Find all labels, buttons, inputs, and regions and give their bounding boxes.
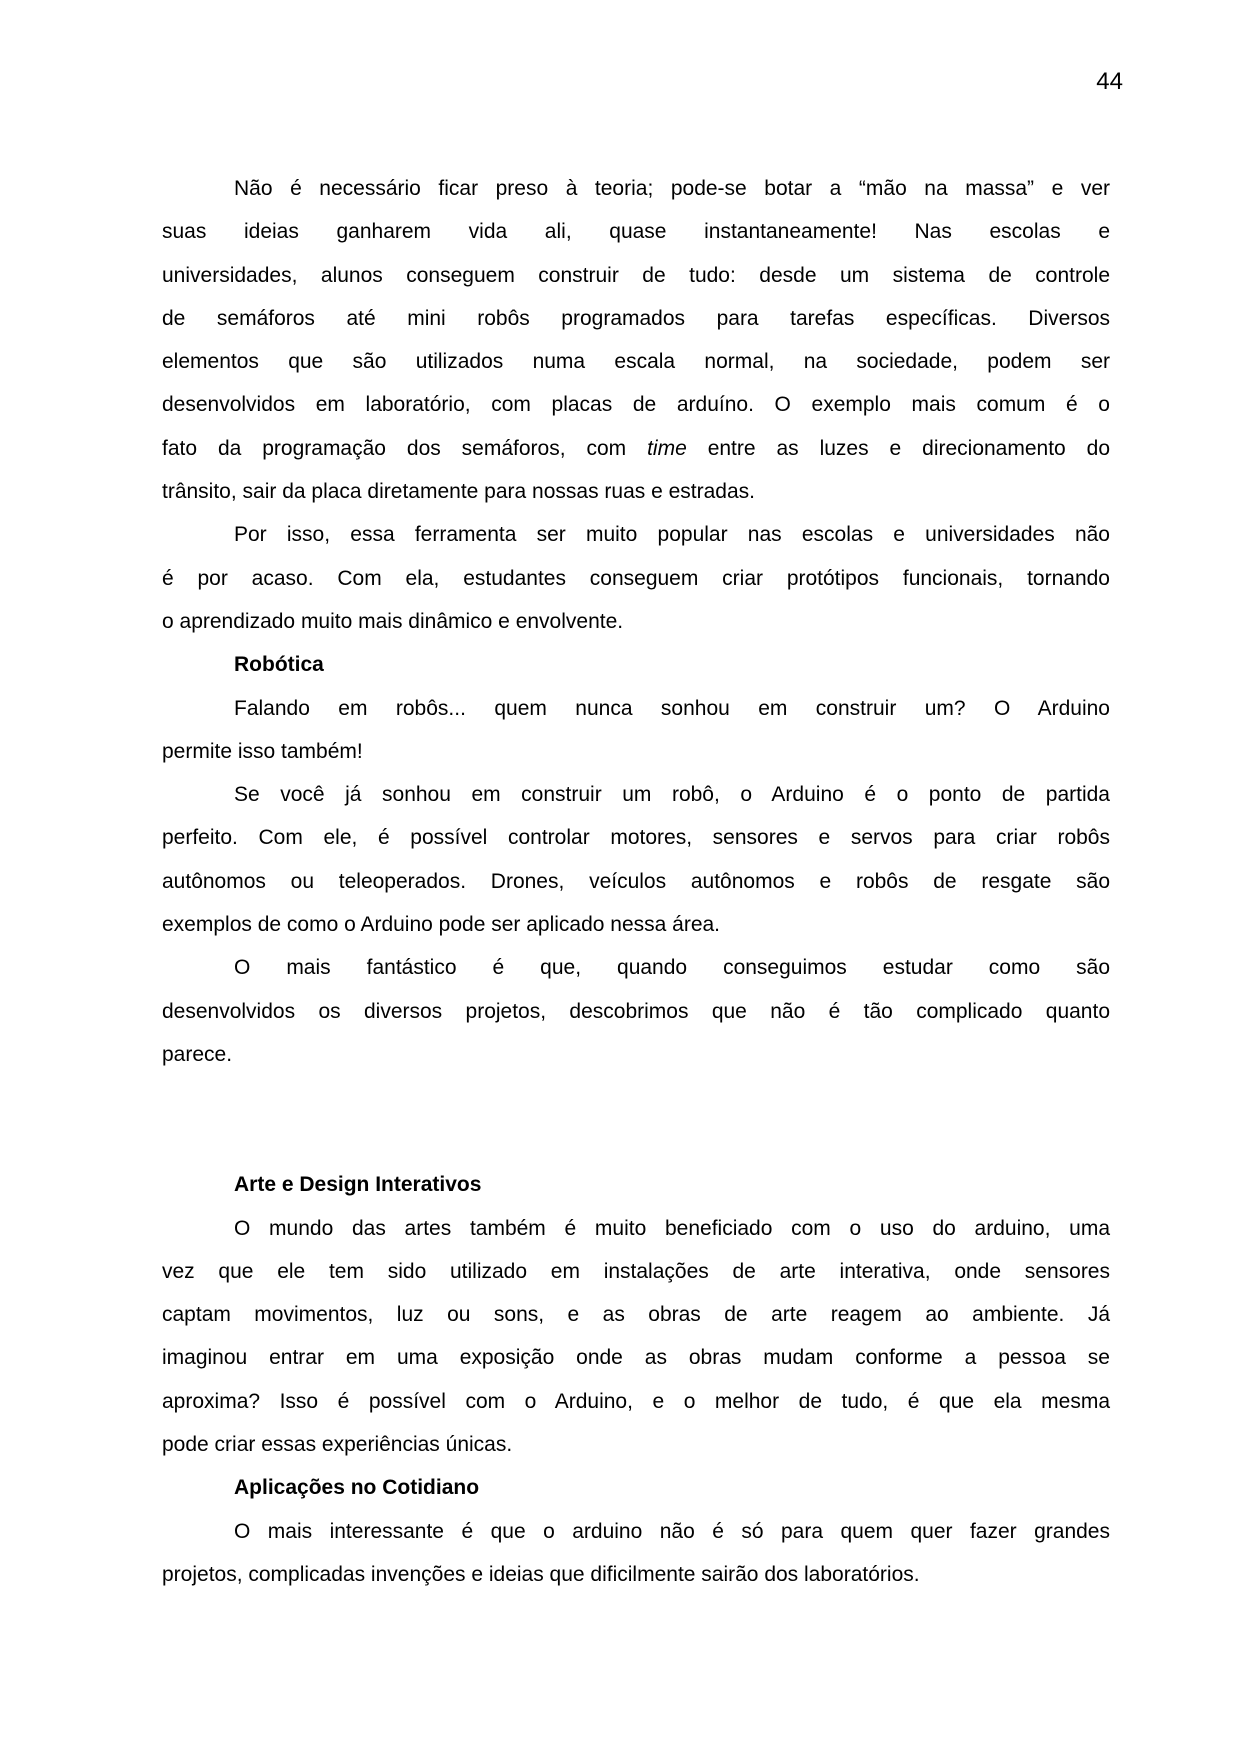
- text-line: exemplos de como o Arduino pode ser aplicado nessa área.: [162, 913, 721, 937]
- text-line: Se você já sonhou em construir um robô, o Arduino é o ponto de partida: [234, 783, 1110, 807]
- text-line: o aprendizado muito mais dinâmico e envolvente.: [162, 609, 624, 633]
- text-line: projetos, complicadas invenções e ideias que dificilmente sairão dos laboratórios.: [162, 1562, 920, 1586]
- section-heading-aplicacoes-cotidiano: Aplicações no Cotidiano: [234, 1476, 480, 1500]
- text-line: Por isso, essa ferramenta ser muito popular nas escolas e universidades não: [234, 523, 1110, 547]
- document-body: [162, 167, 1110, 1596]
- text-line: desenvolvidos os diversos projetos, descobrimos que não é tão complicado quanto: [162, 999, 1110, 1023]
- section-heading-arte-e-design: Arte e Design Interativos: [234, 1173, 482, 1197]
- text-line: Não é necessário ficar preso à teoria; pode-se botar a “mão na massa” e ver: [234, 177, 1110, 200]
- text-line: captam movimentos, luz ou sons, e as obras de arte reagem ao ambiente. Já: [162, 1303, 1110, 1327]
- text-line: autônomos ou teleoperados. Drones, veículos autônomos e robôs de resgate são: [162, 869, 1110, 893]
- text-line: Falando em robôs... quem nunca sonhou em construir um? O Arduino: [234, 696, 1110, 720]
- text-line: aproxima? Isso é possível com o Arduino, e o melhor de tudo, é que ela mesma: [162, 1389, 1110, 1413]
- text-line: vez que ele tem sido utilizado em instalações de arte interativa, onde sensores: [162, 1259, 1110, 1283]
- text-line: de semáforos até mini robôs programados para tarefas específicas. Diversos: [162, 306, 1110, 330]
- italic-term: time: [647, 436, 687, 460]
- text-line: pode criar essas experiências únicas.: [162, 1433, 513, 1457]
- text-line: suas ideias ganharem vida ali, quase instantaneamente! Nas escolas e: [162, 220, 1110, 244]
- section-gap: [162, 1076, 1110, 1163]
- section-heading-robotica: Robótica: [234, 653, 324, 677]
- text-line: elementos que são utilizados numa escala normal, na sociedade, podem ser: [162, 350, 1110, 374]
- text-line: O mais fantástico é que, quando conseguimos estudar como são: [234, 956, 1110, 980]
- text-line: trânsito, sair da placa diretamente para nossas ruas e estradas.: [162, 480, 755, 504]
- text-line: imaginou entrar em uma exposição onde as obras mudam conforme a pessoa se: [162, 1346, 1110, 1370]
- text-line-with-italic: [162, 427, 1110, 470]
- text-line: parece.: [162, 1042, 233, 1066]
- text-line: universidades, alunos conseguem construir de tudo: desde um sistema de controle: [162, 263, 1110, 287]
- page-number: 44: [1096, 68, 1123, 95]
- text-segment: fato da programação dos semáforos, com: [162, 436, 648, 460]
- text-line: é por acaso. Com ela, estudantes conseguem criar protótipos funcionais, tornando: [162, 566, 1110, 590]
- text-line: perfeito. Com ele, é possível controlar motores, sensores e servos para criar robôs: [162, 826, 1110, 850]
- text-line: permite isso também!: [162, 739, 363, 763]
- text-line: desenvolvidos em laboratório, com placas de arduíno. O exemplo mais comum é o: [162, 393, 1110, 417]
- text-segment: entre as luzes e direcionamento do: [686, 436, 1111, 460]
- text-line: O mundo das artes também é muito beneficiado com o uso do arduino, uma: [234, 1216, 1110, 1240]
- text-line: O mais interessante é que o arduino não é só para quem quer fazer grandes: [234, 1519, 1110, 1543]
